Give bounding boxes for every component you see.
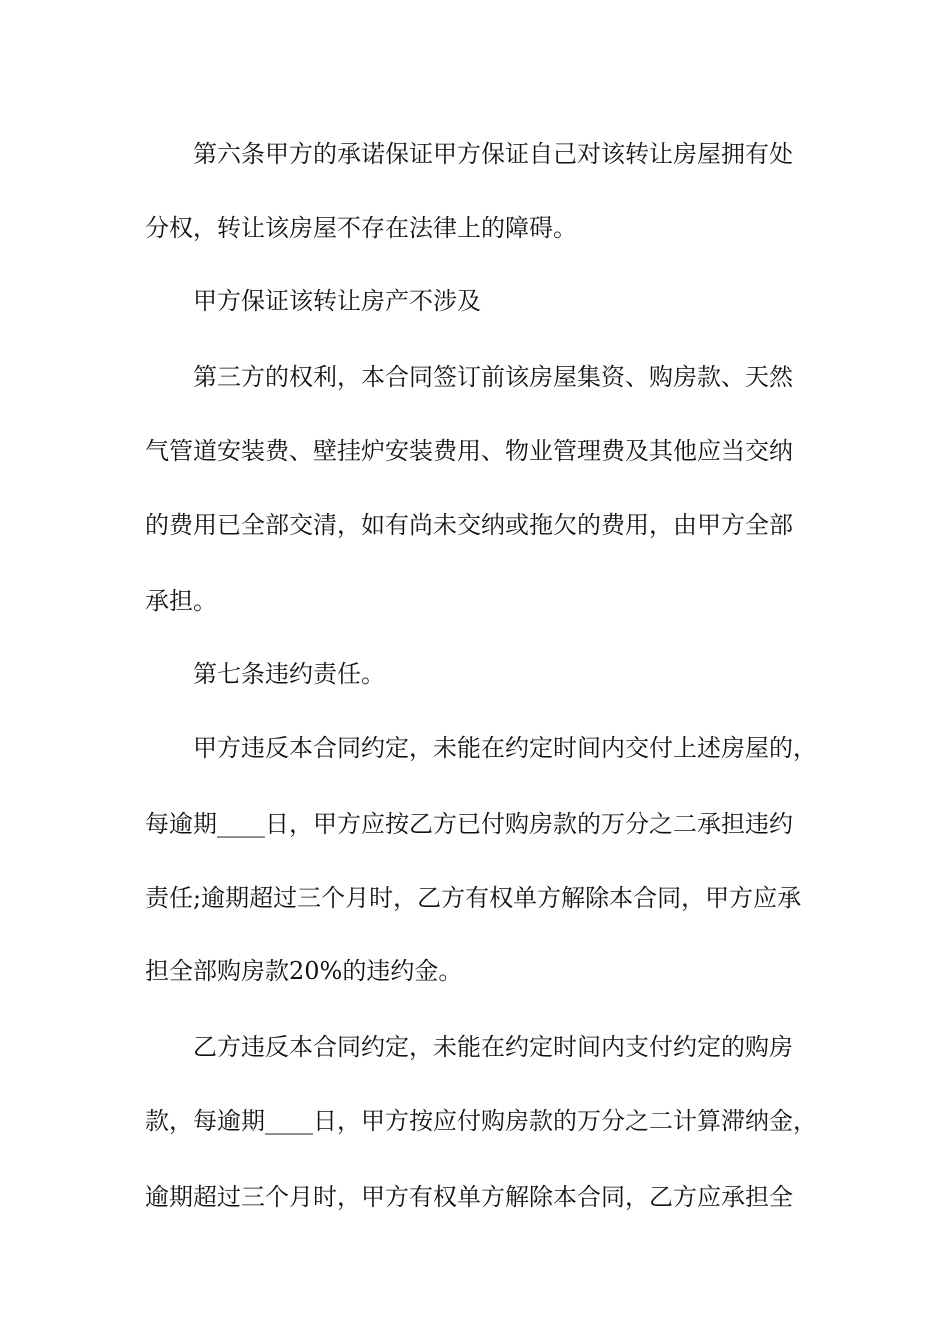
text-line: 分权，转让该房屋不存在法律上的障碍。 xyxy=(145,214,577,242)
text-line: 逾期超过三个月时，甲方有权单方解除本合同，乙方应承担全 xyxy=(145,1183,793,1211)
text-line: 第七条违约责任。 xyxy=(193,660,385,688)
text-line: 气管道安装费、壁挂炉安装费用、物业管理费及其他应当交纳 xyxy=(145,437,793,465)
text-line: 乙方违反本合同约定，未能在约定时间内支付约定的购房 xyxy=(193,1033,793,1061)
text-line: 甲方保证该转让房产不涉及 xyxy=(193,287,481,315)
text-line: 责任;逾期超过三个月时，乙方有权单方解除本合同，甲方应承 xyxy=(145,884,802,912)
text-line: 每逾期____日，甲方应按乙方已付购房款的万分之二承担违约 xyxy=(145,810,793,838)
text-line: 承担。 xyxy=(145,587,217,615)
text-line: 的费用已全部交清，如有尚未交纳或拖欠的费用，由甲方全部 xyxy=(145,511,793,539)
text-line: 甲方违反本合同约定，未能在约定时间内交付上述房屋的， xyxy=(193,734,817,762)
text-line: 第三方的权利，本合同签订前该房屋集资、购房款、天然 xyxy=(193,363,793,391)
text-line: 款，每逾期____日，甲方按应付购房款的万分之二计算滞纳金， xyxy=(145,1107,817,1135)
text-line: 第六条甲方的承诺保证甲方保证自己对该转让房屋拥有处 xyxy=(193,140,793,168)
text-line: 担全部购房款20%的违约金。 xyxy=(145,957,463,985)
